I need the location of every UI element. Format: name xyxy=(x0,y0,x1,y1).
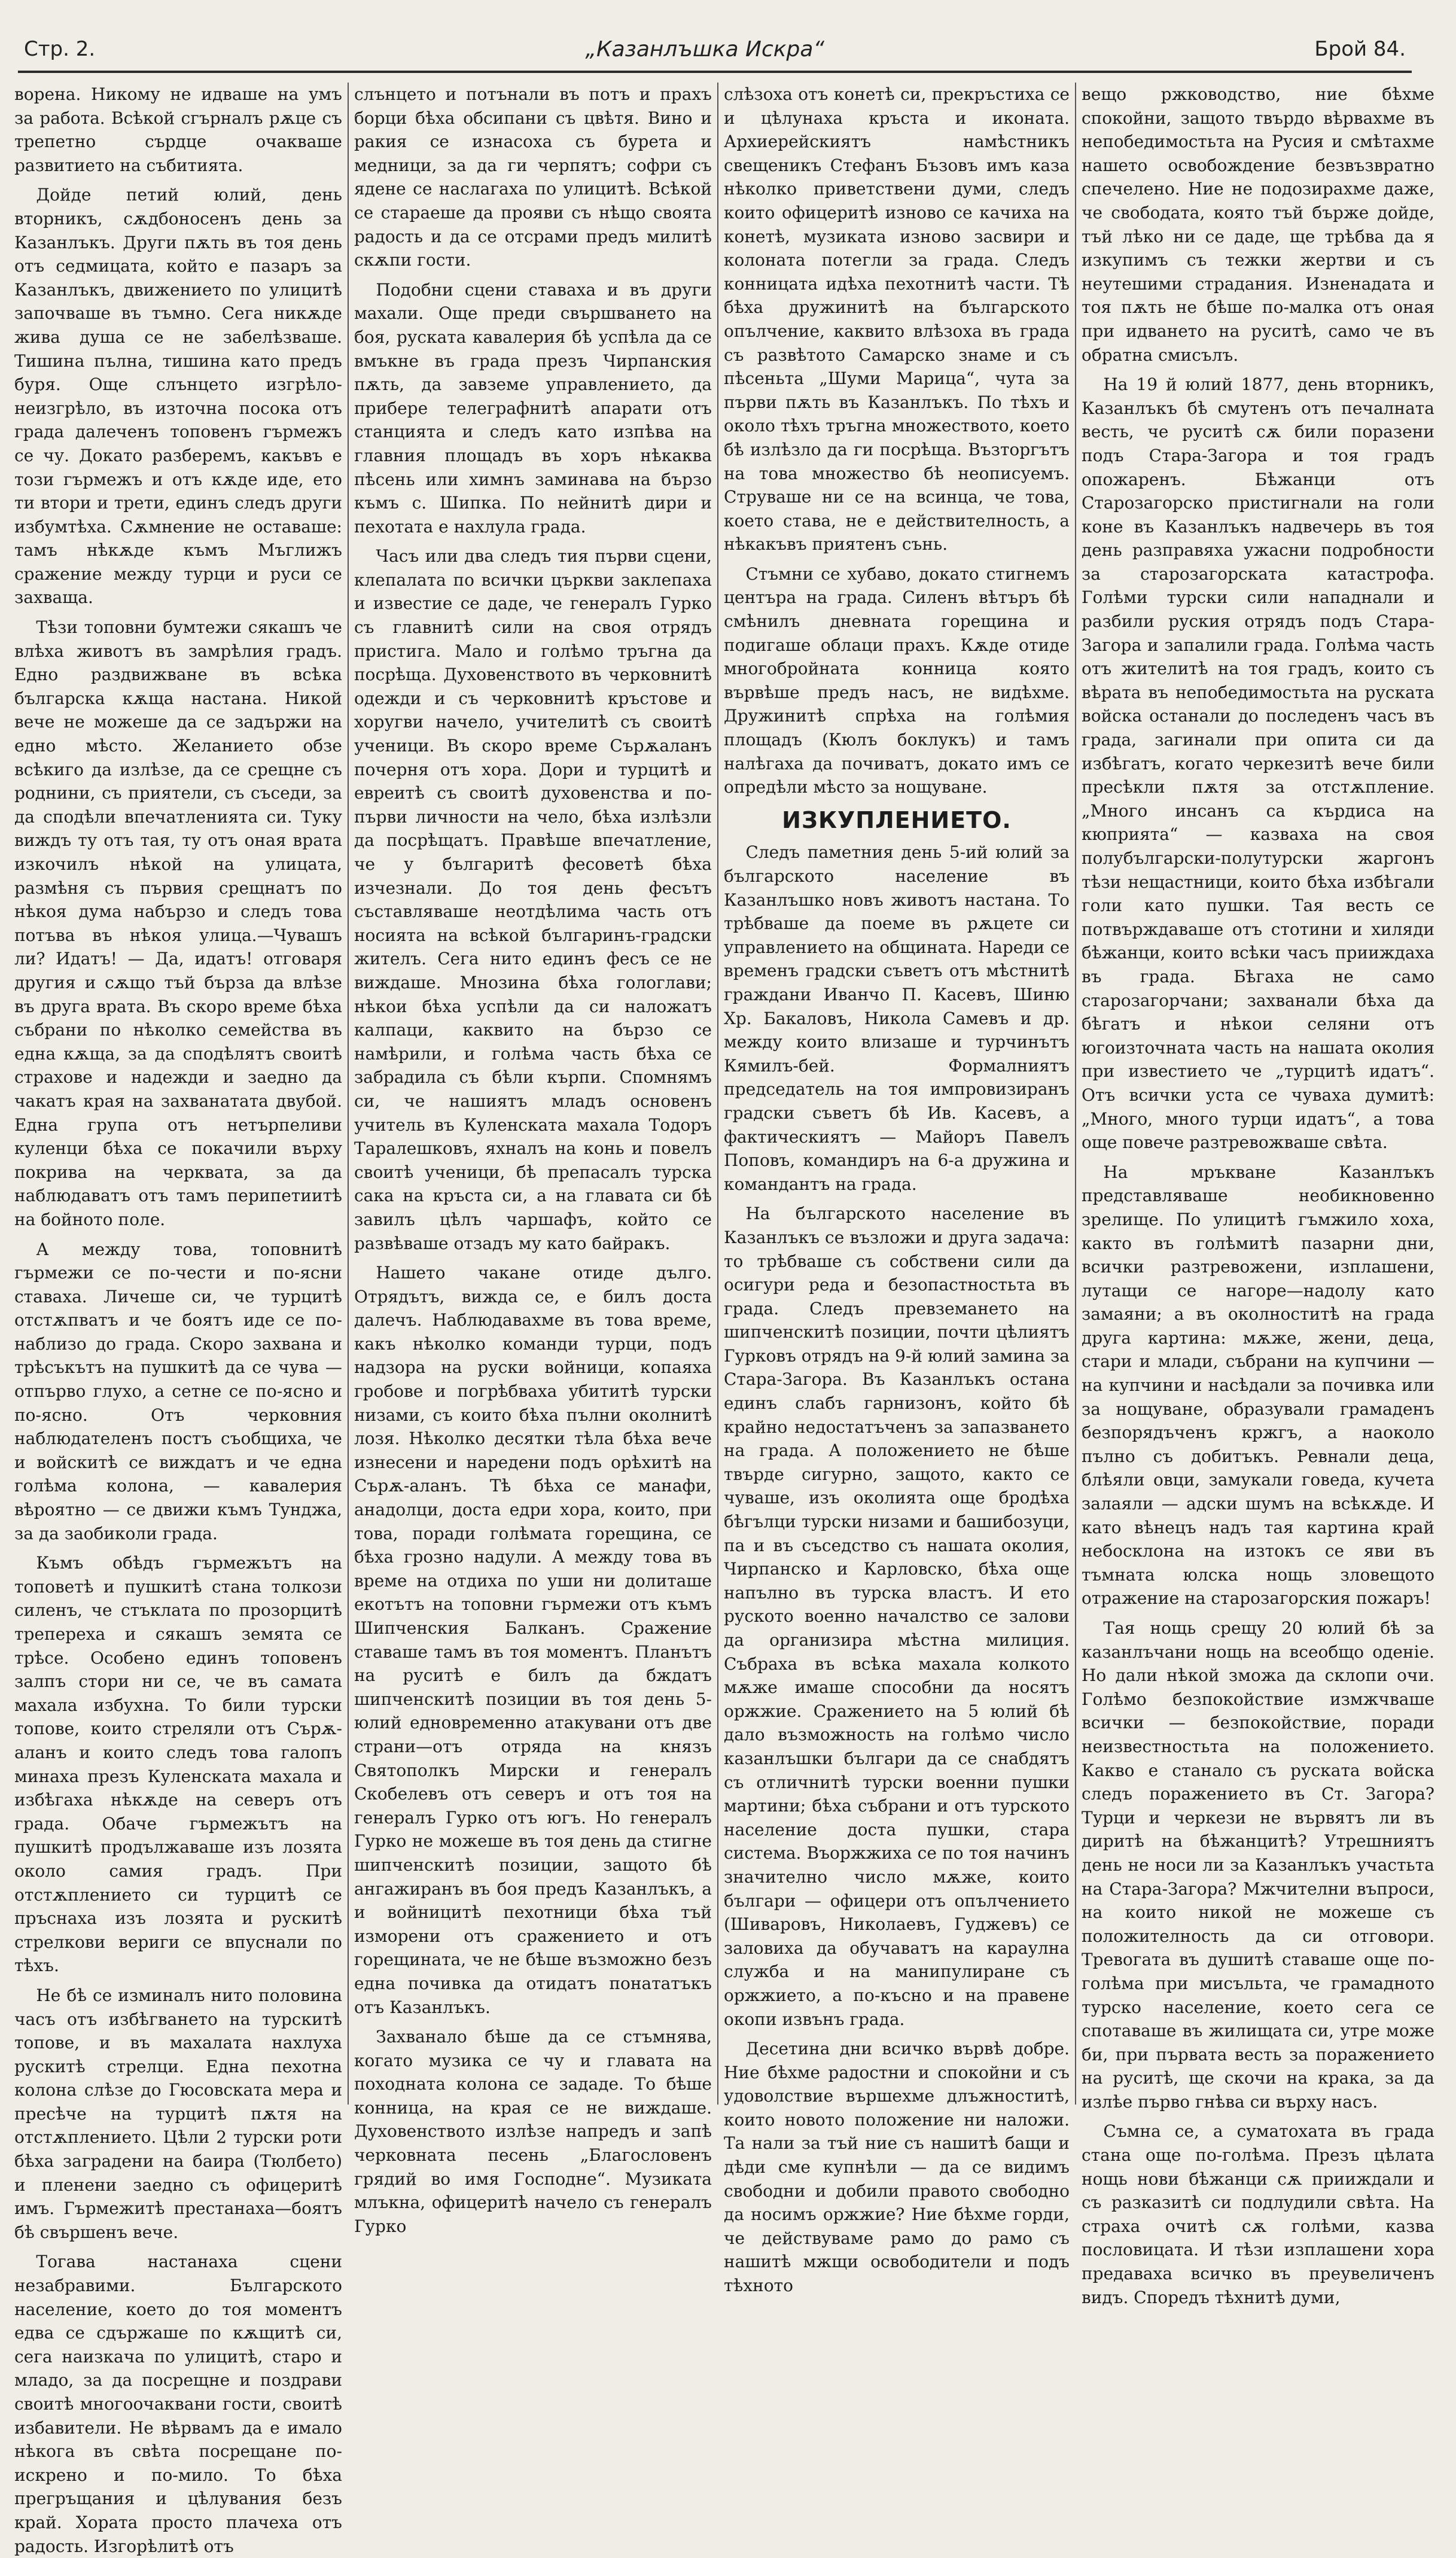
paragraph: На 19 й юлий 1877, день вторникъ, Казанлъкъ бѣ смутенъ отъ печалната весть, че руситѣ сѫ били поразени подъ Стара-Загора и тоя градъ опожаренъ. Бѣжанци отъ Старозагорско пристигнали на голи коне въ Казанлъкъ надвечерь въ тоя день разправяха ужасни подробности за старозагорската катастрофа. Голѣми турски сили нападнали и разбили руския отрядъ подъ Стара-Загора и запалили града. Голѣма часть отъ жителитѣ на тоя градъ, които съ вѣрата въ непобедимостьта на руската войска останали до последенъ часъ въ града, загинали при опита си да избѣгатъ, когато черкезитѣ вече били пресѣкли пѫтя за отстѫпление. „Много инсанъ са кърдиса на кюприята“ — казваха на своя полубългарски-полутурски жаргонъ тѣзи нещастници, които бѣха избѣгали голи като пушки. Тая весть се потвърждаваше отъ стотини и хиляди бѣжанци, които всѣки часъ прииждаха въ града. Бѣгаха не само старозагорчани; захванали бѣха да бѣгатъ и нѣкои селяни отъ югоизточната часть на нашата околия при известието че „турцитѣ идатъ“. Отъ всички уста се чуваха думитѣ: „Много, много турци идатъ“, а това още повече разтревожваше свѣта. xyxy=(1082,374,1434,1153)
paragraph: Съмна се, а суматохата въ града стана още по-голѣма. Презъ цѣлата нощь нови бѣжанци сѫ прииждали и съ разказитѣ си подлудили свѣта. На страха очитѣ сѫ голѣми, казва пословицата. И тѣзи изплашени хора предаваха всичко въ преувеличенъ видъ. Споредъ тѣхнитѣ думи, xyxy=(1082,2121,1434,2307)
paragraph: Къмъ обѣдъ гърмежътъ на топоветѣ и пушкитѣ стана толкози силенъ, че стъклата по прозорцитѣ трепереха и сякашъ земята се трѣсе. Особено единъ топовенъ залпъ стори ни се, че въ самата махала избухна. То били турски топове, които стреляли отъ Сърѫ-аланъ и които следъ това галопъ минаха презъ Куленската махала и избѣгаха нѣкѫде на северъ отъ града. Обаче гърмежътъ на пушкитѣ продължаваше изъ лозята около самия градъ. При отстѫплението си турцитѣ се пръснаха изъ лозята и рускитѣ стрелкови вериги се впуснали по тѣхъ. xyxy=(14,1553,342,1976)
paragraph: Подобни сцени ставаха и въ други махали. Още преди свършването на боя, руската кавалерия бѣ успѣла да се вмъкне въ града презъ Чирпанския пѫть, да завземе управлението, да прибере телеграфнитѣ апарати отъ станцията и следъ като изпѣва на главния площадъ въ хоръ нѣкаква пѣсень или химнъ заминава на бързо къмъ с. Шипка. По нейнитѣ дири и пехотата е нахлула града. xyxy=(354,279,712,537)
paragraph: Захванало бѣше да се стъмнява, когато музика се чу и главата на походната колона се зададе. То бѣше конница, на края се не виждаше. Духовенството излѣзе напредъ и запѣ черковната песень „Благословенъ грядий во имя Господне“. Музиката млъкна, офицеритѣ начело съ генералъ Гурко xyxy=(354,2027,712,2236)
column-4 xyxy=(1082,83,1434,2307)
paragraph: вещо ржководство, ние бѣхме спокойни, защото твърдо вѣрвахме въ непобедимостьта на Русия и смѣтахме нашето освобождение безвъзвратно спечелено. Ние не подозирахме даже, че свободата, която тъй бърже дойде, тъй лѣко ни се даде, ще трѣбва да я изкупимъ съ тежки жертви и съ неутешими страдания. Изненадата и тоя пѫть не бѣше по-малка отъ оная при идването на руситѣ, само че въ обратна смисълъ. xyxy=(1082,84,1434,365)
column-divider xyxy=(717,83,718,2105)
paragraph: Тогава настанаха сцени незабравими. Българското население, което до тоя моментъ едва се сдържаше по кѫщитѣ си, сега наизкача по улицитѣ, старо и младо, за да посрещне и поздрави своитѣ многоочаквани гости, своитѣ избавители. Не вѣрвамъ да е имало нѣкога въ свѣта посрещане по-искрено и по-мило. То бѣха прегръщания и цѣлувания безъ край. Хората просто плачеха отъ радость. Изгорѣлитѣ отъ xyxy=(14,2252,342,2556)
paragraph: Стъмни се хубаво, докато стигнемъ центъра на града. Силенъ вѣтъръ бѣ смѣнилъ дневната горещина и подигаше облаци прахъ. Кѫде отиде многобройната конница която вървѣше предъ насъ, не видѣхме. Дружинитѣ спрѣха на голѣмия площадъ (Кюлъ боклукъ) и тамъ налѣгаха да почиватъ, докато имъ се опредѣли мѣсто за нощуване. xyxy=(724,564,1070,797)
paragraph: Нашето чакане отиде дълго. Отрядътъ, виждa се, е билъ доста далечъ. Наблюдавахме въ това време, какъ нѣколко команди турци, подъ надзора на руски войници, копаяха гробове и погрѣбваха убититѣ турски низами, съ които бѣха пълни околнитѣ лозя. Нѣколко десятки тѣла бѣха вече изнесени и наредени подъ орѣхитѣ на Сърѫ-аланъ. Тѣ бѣха се манафи, анадолци, доста едри хора, които, при това, поради голѣмата горещина, се бѣха грозно надули. А между това въ време на отдиха по уши ни долиташе екотътъ на топовни гърмежи отъ къмъ Шипченския Балканъ. Сражение ставаше тамъ въ тоя моментъ. Планътъ на руситѣ е билъ да бждатъ шипченскитѣ позиции въ тоя день 5-юлий едновременно атакувани отъ две страни—отъ отряда на князъ Святополкъ Мирски и генералъ Скобелевъ отъ северъ и отъ тоя на генералъ Гурко отъ югъ. Но генералъ Гурко не можеше въ тоя день да стигне шипченскитѣ позиции, защото бѣ ангажиранъ въ боя предъ Казанлъкъ, а и войницитѣ пехотници бѣха тъй изморени отъ сражението и отъ горещината, че не бѣше възможно безъ една почивка да отидатъ понататъкъ отъ Казанлъкъ. xyxy=(354,1263,712,2017)
paragraph: На мръкване Казанлъкъ представляваше необикновенно зрелище. По улицитѣ гъмжило хоха, както въ голѣмитѣ пазарни дни, всички разтревожени, изплашени, лутащи се нагоре—надолу като замаяни; а въ околноститѣ на града друга картина: мѫже, жени, деца, стари и млади, събрани на купчини — на купчини и насѣдали за почивка или за нощуване, образували грамаденъ безпорядъченъ кржгъ, а наоколо пълно съ добитъкъ. Ревнали деца, блѣяли овци, замукали говеда, кучета залаяли — адски шумъ на всѣкѫде. И като вѣнецъ надъ тая картина край небосклона на изтокъ се яви въ тъмната юлска нощь зловещото отражение на старозагорския пожаръ! xyxy=(1082,1162,1434,1609)
paragraph: ворена. Никому не идваше на умъ за работа. Всѣкой сгърналъ рѫце съ трепетно сърдце очакваше развитието на събитията. xyxy=(14,84,342,175)
column-1 xyxy=(14,83,342,2556)
paragraph: слѣзоха отъ конетѣ си, прекръстиха се и цѣлунаха кръста и иконата. Архиерейскиятъ намѣстникъ свещеникъ Стефанъ Бъзовъ имъ каза нѣколко приветствени думи, следъ които офицеритѣ изново се качиха на конетѣ, музиката изново засвири и колоната потегли за града. Следъ конницата идѣха пехотнитѣ части. Тѣ бѣха дружинитѣ на българското опълчение, каквито влѣзоха въ града съ развѣтото Самарско знаме и съ пѣсеньта „Шуми Марица“, чута за първи пѫть въ Казанлъкъ. По тѣхъ и около тѣхъ тръгна множеството, което бѣ излѣзло да ги посрѣща. Възторгътъ на това множество бѣ неописуемъ. Струваше ни се на всинца, че това, което става, не е действителность, а нѣкакъвъ приятенъ сънь. xyxy=(724,84,1070,555)
paragraph: Следъ паметния день 5-ий юлий за българското население въ Казанлъшко новъ животъ настана. То трѣбваше да поеме въ рѫцете си управлението на общината. Нареди се временъ градски съветъ отъ мѣстнитѣ граждани Иванчо П. Касевъ, Шиню Хр. Бакаловъ, Никола Самевъ и др. между които влизаше и турчинътъ Кямилъ-бей. Формалниятъ председатель на тоя импровизиранъ градски съветъ бѣ Ив. Касевъ, а фактическиятъ — Майоръ Павелъ Поповъ, командиръ на 6-а дружина и командантъ на града. xyxy=(724,842,1070,1194)
newspaper-title: „Казанлъшка Искра“ xyxy=(585,36,825,62)
paragraph: А между това, топовнитѣ гърмежи се по-чести и по-ясни ставаха. Личеше си, че турцитѣ отстѫпватъ и че боятъ иде се по-наблизо до града. Скоро захвана и трѣсъкътъ на пушкитѣ да се чува — отпърво глухо, а сетне се по-ясно и по-ясно. Отъ черковния наблюдателенъ постъ съобщиха, че и войскитѣ се виждатъ и че една голѣма колона, — кавалерия вѣроятно — се движи къмъ Тунджа, за да заобиколи града. xyxy=(14,1239,342,1543)
paragraph: Не бѣ се изминалъ нито половина часъ отъ избѣгването на турскитѣ топове, и въ махалата нахлуха рускитѣ стрелци. Една пехотна колона слѣзе до Гюсовската мера и пресѣче на турцитѣ пѫтя на отстѫплението. Цѣли 2 турски роти бѣха заградени на баира (Тюлбето) и пленени заедно съ офицеритѣ имъ. Гърмежитѣ престанаха—боятъ бѣ свършенъ вече. xyxy=(14,1985,342,2242)
paragraph: Тая нощь срещу 20 юлий бѣ за казанлъчани нощь на всеобщо оденіе. Но дали нѣкой зможа да склопи очи. Голѣмо безпокойствие измжчваше всички — безпокойствие, поради неизвестностьта на положението. Какво е станало съ руската войска следъ поражението въ Ст. Загора? Турци и черкези не вървятъ ли въ диритѣ на бѣжанцитѣ? Утрешниятъ день не носи ли за Казанлъкъ участьта на Стара-Загора? Мжчителни въпроси, на които никой не можеше съ положителность да си отговори. Тревогата въ душитѣ ставаше още по-голѣма при мисъльта, че грамадното турско население, което сега се спотаваше въ жилищата си, утре може би, при първата весть за поражението на руситѣ, ще скочи на крака, за да излѣе първо гнѣва си върху насъ. xyxy=(1082,1618,1434,2112)
paragraph: Десетина дни всичко вървѣ добре. Ние бѣхме радостни и спокойни и съ удоволствие вършехме длъжноститѣ, които новото положение ни налoжи. Та нали за тъй ние съ нашитѣ бащи и дѣди сме купнѣли — да се видимъ свободни и добили правото свободно да носимъ оржжие? Ние бѣхме горди, че действуваме рамо до рамо съ нашитѣ мжщи освободители и подъ тѣхното xyxy=(724,2039,1070,2296)
issue-number: Брой 84. xyxy=(1314,37,1406,61)
column-divider xyxy=(1075,83,1076,2105)
column-divider xyxy=(348,83,349,2105)
article-heading: ИЗКУПЛЕНИЕТО. xyxy=(782,806,1012,833)
header-rule xyxy=(18,71,1412,73)
column-3 xyxy=(724,83,1070,2296)
paragraph: Тѣзи топовни бумтежи сякашъ че влѣха животъ въ замрѣлия градъ. Едно раздвижване въ всѣка българска кѫща настана. Никой вече не можеше да се задържи на едно мѣсто. Желанието обзе всѣкиго да излѣзе, да се срещне съ роднини, съ приятели, съ съседи, за да сподѣли впечатленията си. Туку виждъ ту отъ тая, ту отъ оная врата изкочилъ нѣкой на улицата, размѣня съ първия срещнатъ по нѣкоя дума набързо и следъ това потъва въ нѣкоя улица.—Чувашъ ли? Идатъ! — Да, идатъ! отговаря другия и сѫщо тъй бърза да влѣзе въ друга врата. Въ скоро време бѣха събрани по нѣколко семейства въ една кѫща, за да сподѣлятъ своитѣ страхове и надежди и заедно да чакатъ края на захванатата двубой. Една група отъ нетърпеливи куленци бѣха се покачили върху покрива на черквата, за да наблюдаватъ отъ тамъ перипетиитѣ на бойното поле. xyxy=(14,617,342,1229)
paragraph: Часъ или два следъ тия първи сцени, клепалата по всички църкви заклепаха и известие се даде, че генералъ Гурко съ главнитѣ сили на своя отрядъ пристига. Мало и голѣмо тръгна да посрѣща. Духовенството въ черковнитѣ одежди и съ черковнитѣ кръстове и хоругви начело, учителитѣ съ своитѣ ученици. Въ скоро време Сърѫаланъ почерня отъ хора. Дори и турцитѣ и евреитѣ съ своитѣ духовенства и по-първи личности на чело, бѣха излѣзли да посрѣщатъ. Правѣше впечатление, че у българитѣ фесоветѣ бѣха изчезнали. До тоя день фесътъ съставляваше неотдѣлима часть отъ носията на всѣкой българинъ-градски жителъ. Сега нито единъ фесъ се не виждаше. Мнозина бѣха гологлави; нѣкои бѣха успѣли да си наложатъ калпаци, каквито на бързо се намѣрили, и голѣма часть бѣха се забрадила съ бѣли кърпи. Спомнямъ си, че нашиятъ младъ основенъ учитель въ Куленската махала Тодоръ Тарaлешковъ, яхналъ на конь и повелъ своитѣ ученици, бѣ препасалъ турска сака на кръста си, а на главата си бѣ завилъ цѣлъ чаршафъ, който се развѣваше отзадъ му като байракъ. xyxy=(354,546,712,1253)
paragraph: На българското население въ Казанлъкъ се възложи и друга задача: то трѣбваше съ собствени сили да осигури реда и безопастностьта въ града. Следъ превземането на шипченскитѣ позиции, почти цѣлиятъ Гурковъ отрядъ на 9-й юлий замина за Стара-Загора. Въ Казанлъкъ остана единъ слабъ гарнизонъ, който бѣ крайно недостатъченъ за запазването на града. А положението не бѣше твърде сигурно, защото, както се чуваше, изъ околията още бродѣха бѣгълци турски низами и башибозуци, па и въ съседство съ нашата околия, Чирпанско и Карловско, бѣха още напълно въ турска властъ. И ето руското военно началство се залови да организира мѣстна милиция. Събраха въ всѣка махала колкото мѫже имаше способни да носятъ оржжие. Сражението на 5 юлий бѣ дало възможность на голѣмо число казанлъшки българи да се снабдятъ съ отличнитѣ турски военни пушки мартини; бѣха събрани и отъ турското население доста пушки, стара система. Въоржжиха се по тоя начинъ значително число мѫже, които българи — офицери отъ опълчението (Шиваровъ, Николаевъ, Гуджевъ) се заловиха да обучаватъ на караулна служба и на манипулиране съ оржжието, а по-късно и на правене окопи извънъ града. xyxy=(724,1204,1070,2029)
paragraph: Дойде петий юлий, день вторникъ, сѫдбоносенъ день за Казанлъкъ. Други пѫть въ тоя день отъ седмицата, който е пазаръ за Казанлъкъ, движението по улицитѣ започваше въ тъмно. Сега никѫде жива душа се не забелѣзваше. Тишина пълна, тишина като предъ буря. Още слънцето изгрѣло-неизгрѣло, въ източна посока отъ града далеченъ топовенъ гърмежъ се чу. Докато разберемъ, какъвъ е този гърмежъ и отъ кѫде иде, ето ти втори и трети, единъ следъ други избумтѣха. Сѫмнение не оставаше: тамъ нѣкѫде къмъ Мъглижъ сражение между турци и руси се захваща. xyxy=(14,185,342,608)
page-header xyxy=(24,31,1406,67)
page-number: Стр. 2. xyxy=(24,37,96,61)
paragraph: слънцето и потънали въ потъ и прахъ борци бѣха обсипани съ цвѣтя. Вино и ракия се изнасоха съ бурета и медници, за да ги черпятъ; софри съ ядене се наслагаха по улицитѣ. Всѣкой се стараеше да прояви съ нѣщо своята радость и да се отсрами предъ милитѣ скѫпи гости. xyxy=(354,84,712,270)
column-2 xyxy=(354,83,712,2236)
